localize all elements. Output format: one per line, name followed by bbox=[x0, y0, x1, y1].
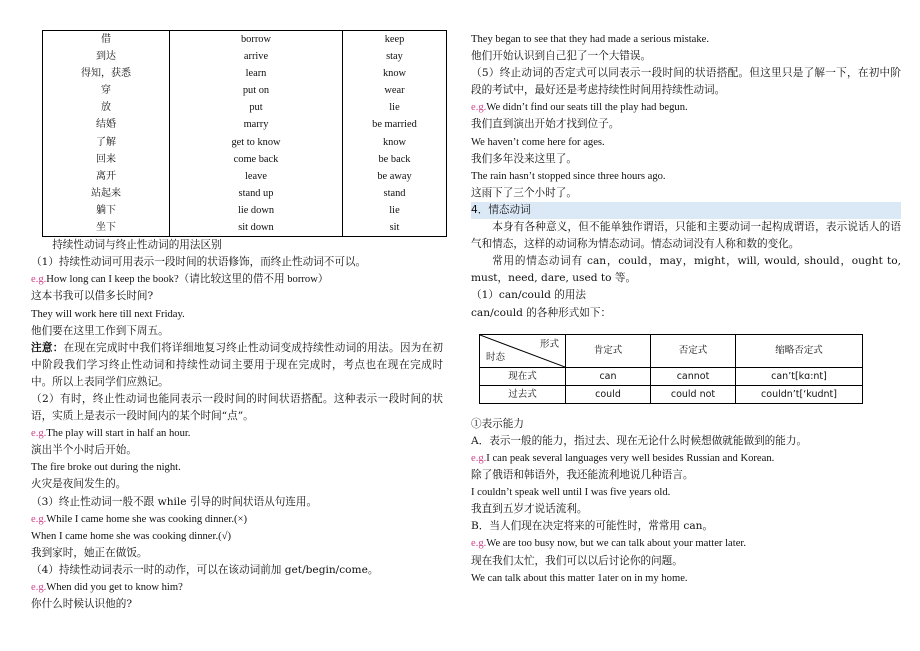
chinese-meaning-cell: 穿 bbox=[43, 82, 170, 99]
corner-top-label: 形式 bbox=[539, 338, 559, 350]
table-row bbox=[43, 31, 447, 49]
example-cn: 他们开始认识到自己犯了一个大错误。 bbox=[471, 50, 652, 63]
eg-label: e.g. bbox=[471, 538, 487, 550]
table-row bbox=[43, 134, 447, 151]
chinese-meaning-cell: 站起来 bbox=[43, 185, 170, 202]
example-en: We haven’t come here for ages. bbox=[471, 136, 605, 148]
durative-verb-cell: be away bbox=[343, 168, 447, 185]
rule-3: （3）终止性动词一般不跟 while 引导的时间状语从句连用。 bbox=[31, 495, 318, 508]
eg-label: e.g. bbox=[31, 513, 47, 525]
table-row bbox=[43, 219, 447, 237]
modal-intro: 本身有各种意义，但不能单独作谓语，只能和主要动词一起构成谓语，表示说话人的语气和情态，这样的动词称为情态动词。情态动词没有人称和数的变化。 bbox=[471, 221, 901, 251]
table-cell: can bbox=[566, 367, 651, 385]
terminal-verb-cell: leave bbox=[170, 168, 343, 185]
durative-verb-cell: stay bbox=[343, 48, 447, 65]
chinese-meaning-cell: 得知，获悉 bbox=[43, 65, 170, 82]
right-column bbox=[471, 31, 901, 587]
note-paragraph bbox=[31, 340, 443, 391]
rule-1: （1）持续性动词可用表示一段时间的状语修饰，而终止性动词不可以。 bbox=[31, 256, 367, 269]
terminal-verb-cell: get to know bbox=[170, 134, 343, 151]
table-row bbox=[43, 82, 447, 99]
example-en: They began to see that they had made a serious mistake. bbox=[471, 34, 709, 45]
forms-intro: can/could 的各种形式如下： bbox=[471, 306, 612, 319]
table-caption: 持续性动词与终止性动词的用法区别 bbox=[52, 239, 222, 252]
example-en: The play will start in half an hour. bbox=[46, 428, 191, 440]
chinese-meaning-cell: 借 bbox=[43, 31, 170, 49]
chinese-meaning-cell: 回来 bbox=[43, 151, 170, 168]
chinese-meaning-cell: 到达 bbox=[43, 48, 170, 65]
subsection-heading: （1）can/could 的用法 bbox=[471, 289, 587, 302]
example-cn: 现在我们太忙，我们可以以后讨论你的问题。 bbox=[471, 554, 683, 567]
ability-title: ①表示能力 bbox=[471, 417, 524, 430]
table-row bbox=[43, 202, 447, 219]
note-text: 在现在完成时中我们将详细地复习终止性动词变成持续性动词的用法。因为在初中阶段我们学习终止性动词和持续性动词主要用于现在完成时，考点也在现在完成时中。所以上表同学们应熟记。 bbox=[31, 341, 443, 388]
example-cn: 火灾是夜间发生的。 bbox=[31, 478, 127, 491]
table-row bbox=[43, 185, 447, 202]
example-cn: 他们要在这里工作到下周五。 bbox=[31, 324, 169, 337]
example-cn: 演出半个小时后开始。 bbox=[31, 444, 137, 457]
table-cell: couldn’t[‘kudnt] bbox=[736, 385, 863, 403]
rule-5: （5）终止动词的否定式可以同表示一段时间的状语搭配。但这里只是了解一下，在初中阶段的考试中，最好还是考虑持续性时间用持续性动词。 bbox=[471, 67, 901, 97]
example-en: The fire broke out during the night. bbox=[31, 462, 181, 474]
example-en: The rain hasn’t stopped since three hours ago. bbox=[471, 170, 666, 182]
eg-label: e.g. bbox=[31, 582, 47, 593]
table-cell: could bbox=[566, 385, 651, 403]
chinese-meaning-cell: 离开 bbox=[43, 168, 170, 185]
table-row bbox=[43, 99, 447, 116]
ability-b: B．当人们现在决定将来的可能性时，常常用 can。 bbox=[471, 520, 714, 533]
example-en: When did you get to know him? bbox=[46, 582, 183, 593]
eg-label: e.g. bbox=[31, 274, 47, 286]
example-en: How long can I keep the book?（请比较这里的借不用 borrow） bbox=[46, 274, 329, 286]
terminal-verb-cell: lie down bbox=[170, 202, 343, 219]
terminal-verb-cell: come back bbox=[170, 151, 343, 168]
row-header: 现在式 bbox=[480, 367, 566, 385]
ability-a: A．表示一般的能力，指过去、现在无论什么时候想做就能做到的能力。 bbox=[471, 434, 808, 447]
example-cn: 除了俄语和韩语外，我还能流利地说几种语言。 bbox=[471, 469, 694, 482]
chinese-meaning-cell: 放 bbox=[43, 99, 170, 116]
example-cn: 我们多年没来这里了。 bbox=[471, 152, 577, 165]
can-could-forms-table bbox=[479, 334, 863, 404]
example-cn: 我到家时，她正在做饭。 bbox=[31, 546, 148, 559]
table-cell: can’t[kɑ:nt] bbox=[736, 367, 863, 385]
table-cell: cannot bbox=[651, 367, 736, 385]
table-row bbox=[43, 168, 447, 185]
left-column bbox=[31, 0, 443, 613]
durative-verb-cell: be married bbox=[343, 116, 447, 133]
example-en: We are too busy now, but we can talk about your matter later. bbox=[486, 538, 746, 550]
corner-bottom-label: 时态 bbox=[486, 351, 506, 363]
durative-verb-cell: be back bbox=[343, 151, 447, 168]
durative-verb-cell: know bbox=[343, 134, 447, 151]
terminal-verb-cell: sit down bbox=[170, 219, 343, 237]
table-row bbox=[43, 65, 447, 82]
column-header: 否定式 bbox=[651, 334, 736, 367]
durative-verb-cell: sit bbox=[343, 219, 447, 237]
rule-2: （2）有时，终止性动词也能同表示一段时间的时间状语搭配。这种表示一段时间的状语，实质上是表示一段时间内的某个时间“点”。 bbox=[31, 392, 443, 423]
example-en: When I came home she was cooking dinner.(√) bbox=[31, 530, 231, 542]
example-en: We can talk about this matter 1ater on in my home. bbox=[471, 572, 688, 584]
note-label: 注意： bbox=[31, 341, 64, 354]
verb-table bbox=[42, 30, 447, 237]
example-en: I can peak several languages very well besides Russian and Korean. bbox=[486, 452, 775, 464]
chinese-meaning-cell: 了解 bbox=[43, 134, 170, 151]
durative-verb-cell: keep bbox=[343, 31, 447, 49]
eg-label: e.g. bbox=[471, 102, 487, 114]
example-cn: 这本书我可以借多长时间? bbox=[31, 290, 154, 303]
durative-verb-cell: stand bbox=[343, 185, 447, 202]
eg-label: e.g. bbox=[471, 452, 487, 464]
example-en: While I came home she was cooking dinner.(×) bbox=[46, 513, 248, 525]
chinese-meaning-cell: 结婚 bbox=[43, 116, 170, 133]
rule-4: （4）持续性动词表示一时的动作，可以在该动词前加 get/begin/come。 bbox=[31, 563, 379, 576]
example-en: We didn’t find our seats till the play had begun. bbox=[486, 102, 688, 114]
terminal-verb-cell: arrive bbox=[170, 48, 343, 65]
durative-verb-cell: wear bbox=[343, 82, 447, 99]
durative-verb-cell: lie bbox=[343, 99, 447, 116]
chinese-meaning-cell: 坐下 bbox=[43, 219, 170, 237]
table-row bbox=[43, 151, 447, 168]
example-cn: 这雨下了三个小时了。 bbox=[471, 186, 577, 199]
table-corner bbox=[480, 334, 566, 367]
table-row bbox=[43, 116, 447, 133]
section-heading: 4．情态动词 bbox=[471, 202, 901, 219]
terminal-verb-cell: borrow bbox=[170, 31, 343, 49]
table-row bbox=[480, 367, 863, 385]
example-en: I couldn’t speak well until I was five years old. bbox=[471, 487, 671, 499]
column-header: 缩略否定式 bbox=[736, 334, 863, 367]
modal-list: 常用的情态动词有 can，could，may，might，will, would, should，ought to, must，need, dare, used to 等。 bbox=[471, 255, 901, 285]
terminal-verb-cell: learn bbox=[170, 65, 343, 82]
terminal-verb-cell: put bbox=[170, 99, 343, 116]
chinese-meaning-cell: 躺下 bbox=[43, 202, 170, 219]
durative-verb-cell: know bbox=[343, 65, 447, 82]
terminal-verb-cell: put on bbox=[170, 82, 343, 99]
example-cn: 我直到五岁才说话流利。 bbox=[471, 503, 588, 516]
column-header: 肯定式 bbox=[566, 334, 651, 367]
example-cn: 我们直到演出开始才找到位子。 bbox=[471, 118, 620, 131]
terminal-verb-cell: marry bbox=[170, 116, 343, 133]
durative-verb-cell: lie bbox=[343, 202, 447, 219]
row-header: 过去式 bbox=[480, 385, 566, 403]
example-en: They will work here till next Friday. bbox=[31, 308, 185, 320]
table-row bbox=[480, 385, 863, 403]
example-cn: 你什么时候认识他的? bbox=[31, 598, 133, 611]
table-row bbox=[43, 48, 447, 65]
eg-label: e.g. bbox=[31, 428, 47, 440]
table-cell: could not bbox=[651, 385, 736, 403]
terminal-verb-cell: stand up bbox=[170, 185, 343, 202]
